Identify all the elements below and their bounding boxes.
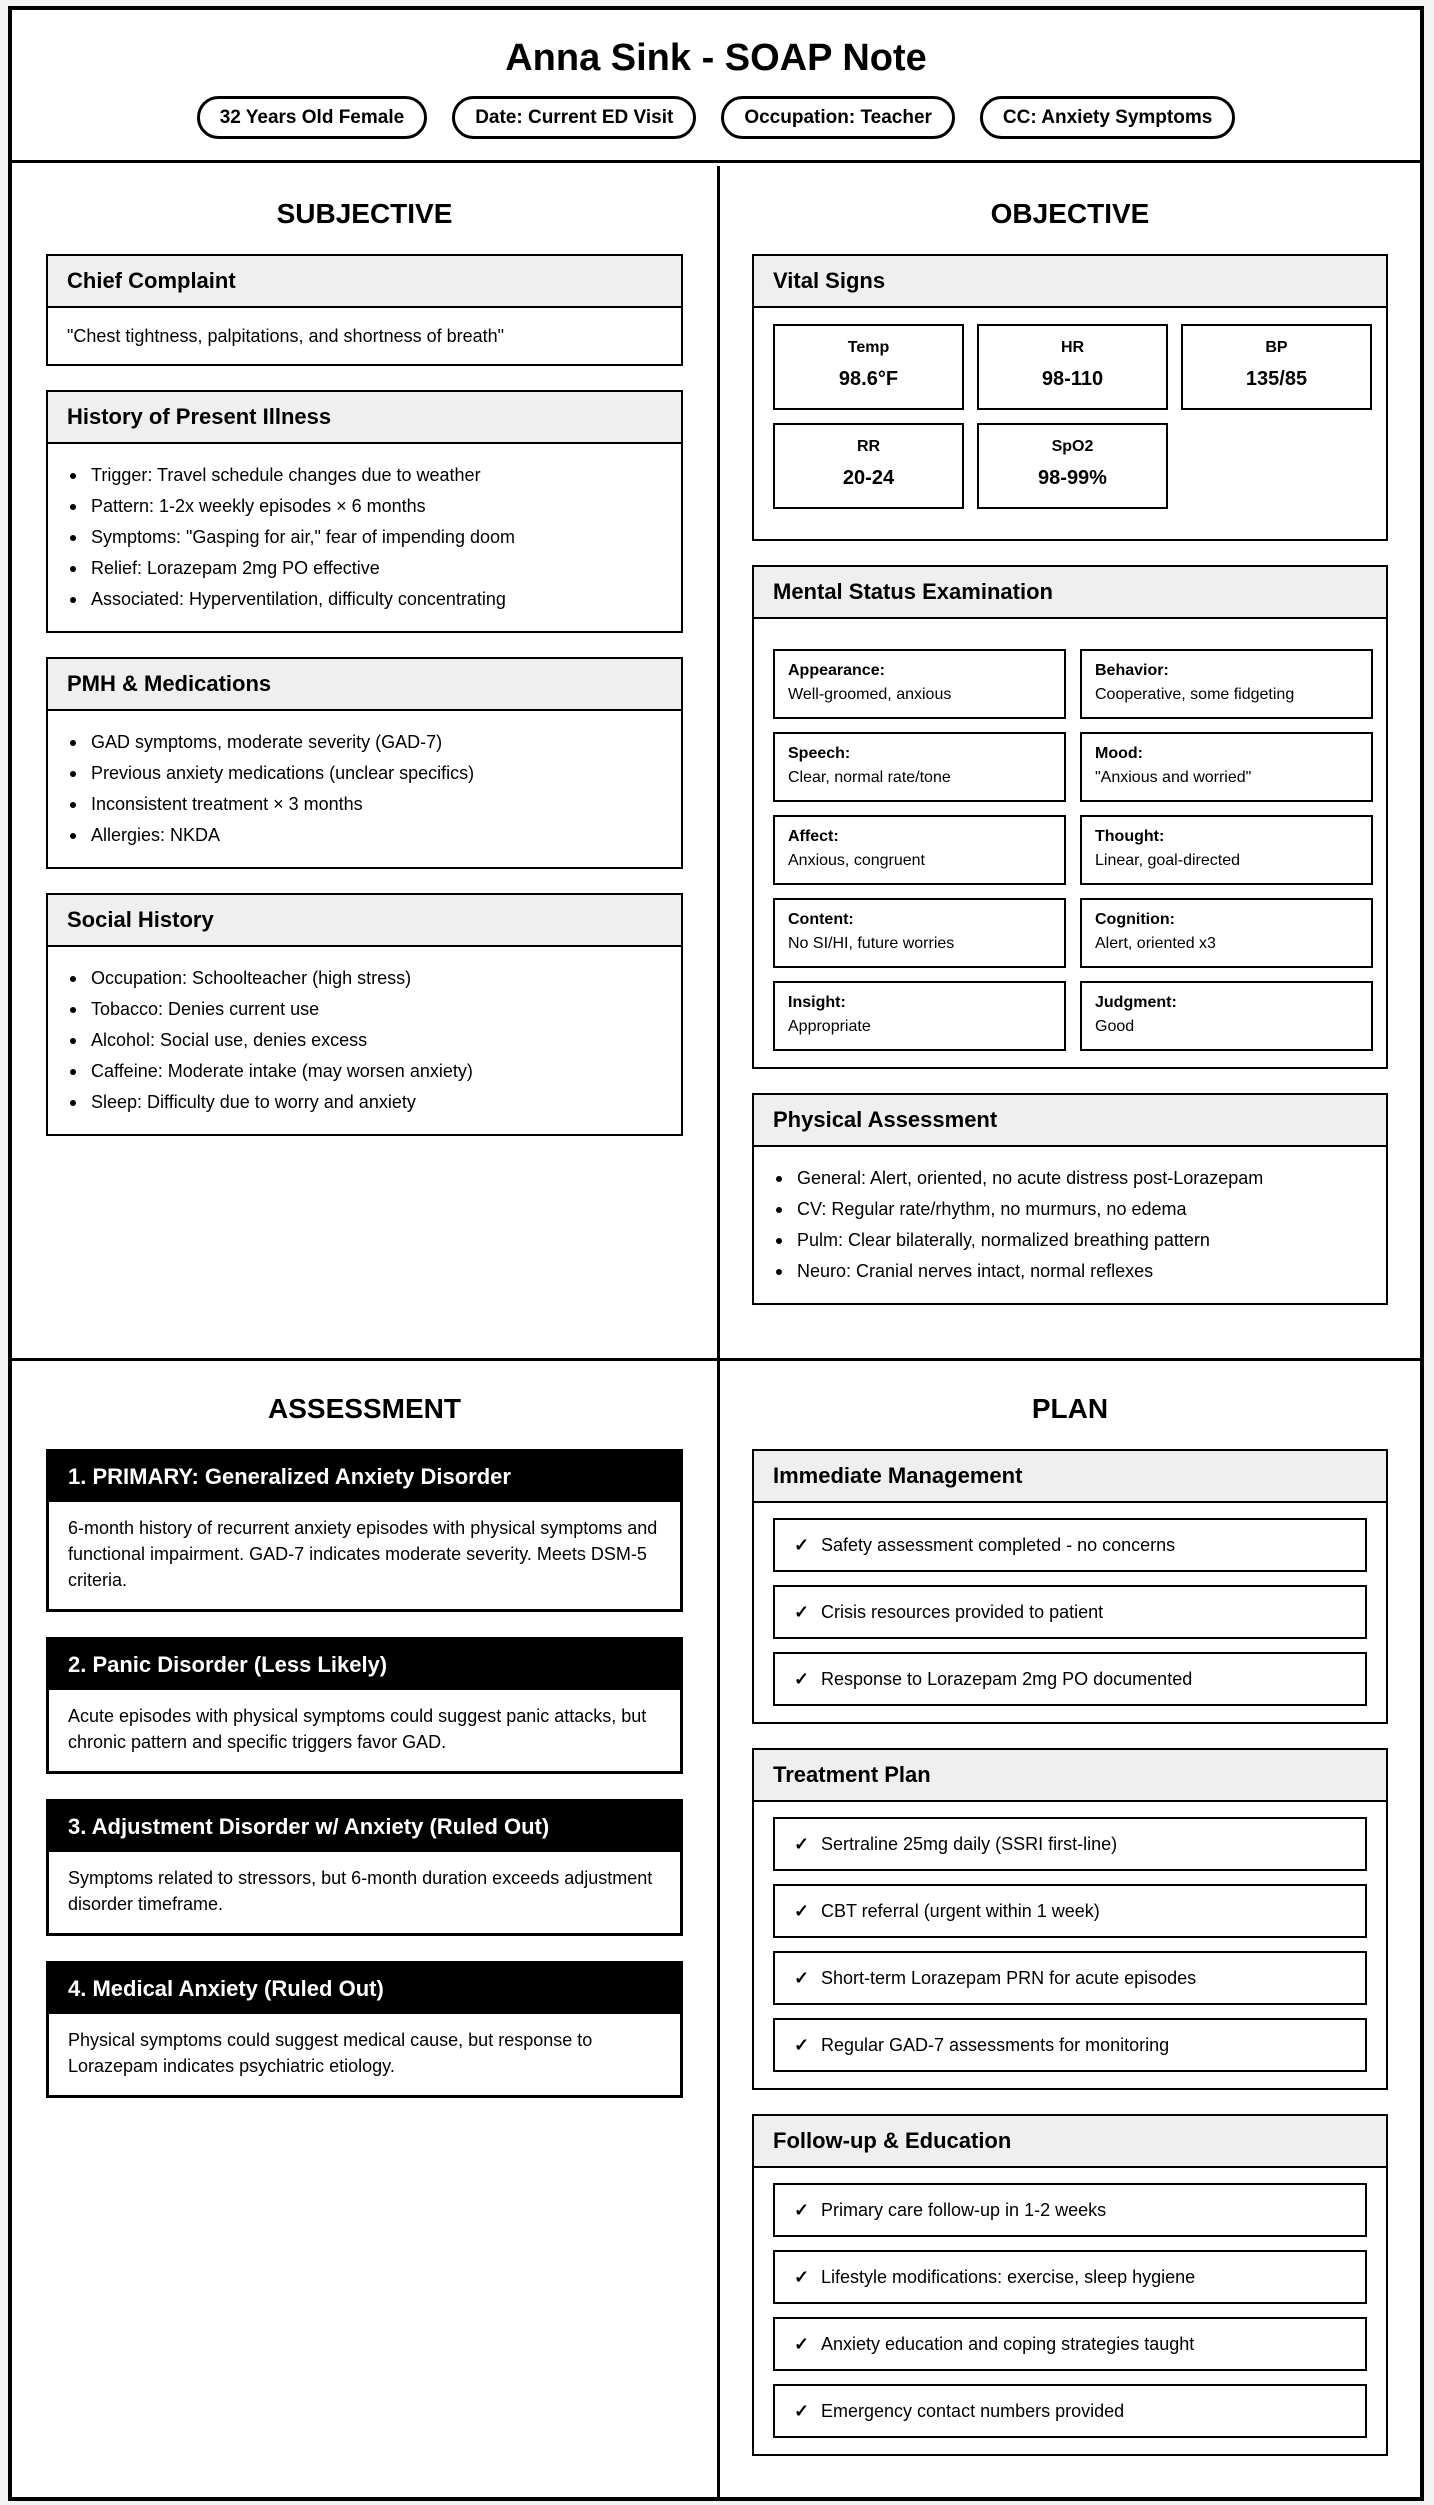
- check-icon: ✓: [794, 2266, 810, 2287]
- assessment-heading: ASSESSMENT: [268, 1393, 461, 1424]
- check-icon: ✓: [794, 2199, 810, 2220]
- mse-label: Insight:: [788, 994, 846, 1011]
- mse-value: Well-groomed, anxious: [788, 686, 952, 703]
- card-title: Treatment Plan: [754, 1750, 1386, 1802]
- mse-value: Appropriate: [788, 1018, 871, 1035]
- checklist-text: Response to Lorazepam 2mg PO documented: [821, 1668, 1193, 1689]
- physical-assessment-card: [752, 1093, 1388, 1305]
- diagnosis-card: [46, 1637, 683, 1774]
- occupation-badge: Occupation: Teacher: [721, 96, 955, 139]
- card-title: Vital Signs: [754, 256, 1386, 308]
- hpi-card: [46, 390, 683, 633]
- diagnosis-text: Acute episodes with physical symptoms could suggest panic attacks, but chronic pattern and specific triggers favor GAD.: [68, 1706, 647, 1752]
- mse-label: Mood:: [1095, 745, 1143, 762]
- checklist-text: Short-term Lorazepam PRN for acute episodes: [821, 1967, 1197, 1988]
- diagnosis-card: [46, 1961, 683, 2098]
- card-title: History of Present Illness: [48, 392, 681, 444]
- plan-section: [720, 1361, 1420, 2497]
- list-item: Pulm: Clear bilaterally, normalized breathing pattern: [773, 1225, 1367, 1256]
- check-icon: ✓: [794, 1967, 810, 1988]
- card-title: Physical Assessment: [754, 1095, 1386, 1147]
- list-item: Inconsistent treatment × 3 months: [67, 789, 662, 820]
- mse-label: Cognition:: [1095, 911, 1175, 928]
- check-icon: ✓: [794, 2333, 810, 2354]
- vital-value: 98.6°F: [838, 368, 899, 390]
- mse-value: Alert, oriented x3: [1095, 935, 1216, 952]
- vital-label: SpO2: [1051, 438, 1094, 455]
- checklist-item: [773, 1884, 1367, 1938]
- vital-bp: [1181, 324, 1372, 410]
- social-history-card: [46, 893, 683, 1136]
- page-title: Anna Sink - SOAP Note: [505, 37, 927, 79]
- list-item: Neuro: Cranial nerves intact, normal reflexes: [773, 1256, 1367, 1287]
- mse-appearance: [773, 649, 1066, 719]
- vital-label: RR: [856, 438, 881, 455]
- mse-mood: [1080, 732, 1373, 802]
- vital-spo2: [977, 423, 1168, 509]
- mse-speech: [773, 732, 1066, 802]
- vital-label: Temp: [847, 339, 890, 356]
- vital-rr: [773, 423, 964, 509]
- list-item: Trigger: Travel schedule changes due to weather: [67, 460, 662, 491]
- mse-value: Good: [1095, 1018, 1135, 1035]
- soap-grid: [12, 166, 1420, 2497]
- objective-heading: OBJECTIVE: [990, 198, 1150, 229]
- mse-value: "Anxious and worried": [1095, 769, 1252, 786]
- vital-value: 20-24: [842, 467, 895, 489]
- list-item: Caffeine: Moderate intake (may worsen anxiety): [67, 1056, 662, 1087]
- vital-value: 98-99%: [1038, 467, 1107, 489]
- mse-label: Appearance:: [788, 662, 885, 679]
- mse-label: Thought:: [1095, 828, 1165, 845]
- diagnosis-text: Physical symptoms could suggest medical cause, but response to Lorazepam indicates psychiatric etiology.: [68, 2030, 593, 2076]
- vital-label: HR: [1060, 339, 1085, 356]
- vital-hr: [977, 324, 1168, 410]
- list-item: Tobacco: Denies current use: [67, 994, 662, 1025]
- checklist-text: Crisis resources provided to patient: [821, 1601, 1104, 1622]
- vital-label: BP: [1265, 339, 1288, 356]
- mse-affect: [773, 815, 1066, 885]
- chief-complaint-card: [46, 254, 683, 366]
- mse-value: Cooperative, some fidgeting: [1095, 686, 1295, 703]
- check-icon: ✓: [794, 1833, 810, 1854]
- mse-value: Clear, normal rate/tone: [788, 769, 951, 786]
- checklist-item: [773, 2250, 1367, 2304]
- list-item: Associated: Hyperventilation, difficulty concentrating: [67, 584, 662, 615]
- vital-temp: [773, 324, 964, 410]
- followup-education-card: [752, 2114, 1388, 2456]
- soap-note-page: [8, 6, 1424, 2501]
- diagnosis-title: 4. Medical Anxiety (Ruled Out): [49, 1964, 680, 2014]
- list-item: GAD symptoms, moderate severity (GAD-7): [67, 727, 662, 758]
- checklist-item: [773, 2183, 1367, 2237]
- checklist-text: Sertraline 25mg daily (SSRI first-line): [821, 1833, 1118, 1854]
- diagnosis-title: 3. Adjustment Disorder w/ Anxiety (Ruled Out): [49, 1802, 680, 1852]
- mse-behavior: [1080, 649, 1373, 719]
- mse-content: [773, 898, 1066, 968]
- pmh-card: [46, 657, 683, 869]
- card-title: Chief Complaint: [48, 256, 681, 308]
- checklist-item: [773, 1518, 1367, 1572]
- checklist-text: Anxiety education and coping strategies taught: [821, 2333, 1195, 2354]
- immediate-management-card: [752, 1449, 1388, 1724]
- checklist-text: Lifestyle modifications: exercise, sleep hygiene: [821, 2266, 1196, 2287]
- checklist-item: [773, 1585, 1367, 1639]
- mse-label: Content:: [788, 911, 854, 928]
- date-badge: Date: Current ED Visit: [452, 96, 696, 139]
- mse-thought: [1080, 815, 1373, 885]
- mse-value: No SI/HI, future worries: [788, 935, 955, 952]
- mse-label: Judgment:: [1095, 994, 1177, 1011]
- treatment-plan-card: [752, 1748, 1388, 2090]
- list-item: Pattern: 1-2x weekly episodes × 6 months: [67, 491, 662, 522]
- chief-complaint-badge: CC: Anxiety Symptoms: [980, 96, 1235, 139]
- checklist-item: [773, 2018, 1367, 2072]
- age-sex-badge: 32 Years Old Female: [197, 96, 428, 139]
- diagnosis-text: 6-month history of recurrent anxiety episodes with physical symptoms and functional impairment. GAD-7 indicates moderate severity. Meets DSM-5 criteria.: [68, 1518, 658, 1590]
- vital-value: 135/85: [1245, 368, 1308, 390]
- checklist-item: [773, 1951, 1367, 2005]
- check-icon: ✓: [794, 1601, 810, 1622]
- card-title: Follow-up & Education: [754, 2116, 1386, 2168]
- check-icon: ✓: [794, 1900, 810, 1921]
- list-item: Sleep: Difficulty due to worry and anxiety: [67, 1087, 662, 1118]
- checklist-text: Safety assessment completed - no concerns: [821, 1534, 1176, 1555]
- note-header: [12, 10, 1420, 163]
- diagnosis-title: 1. PRIMARY: Generalized Anxiety Disorder: [49, 1452, 680, 1502]
- check-icon: ✓: [794, 2400, 810, 2421]
- diagnosis-card: [46, 1799, 683, 1936]
- mse-cognition: [1080, 898, 1373, 968]
- diagnosis-text: Symptoms related to stressors, but 6-month duration exceeds adjustment disorder timeframe.: [68, 1868, 653, 1914]
- checklist-text: Emergency contact numbers provided: [821, 2400, 1125, 2421]
- subjective-section: [12, 166, 717, 1358]
- list-item: Previous anxiety medications (unclear specifics): [67, 758, 662, 789]
- list-item: Occupation: Schoolteacher (high stress): [67, 963, 662, 994]
- vital-signs-card: [752, 254, 1388, 541]
- card-title: Mental Status Examination: [754, 567, 1386, 619]
- list-item: Symptoms: "Gasping for air," fear of impending doom: [67, 522, 662, 553]
- mse-value: Anxious, congruent: [788, 852, 925, 869]
- mental-status-card: [752, 565, 1388, 1069]
- checklist-item: [773, 1817, 1367, 1871]
- check-icon: ✓: [794, 2034, 810, 2055]
- list-item: CV: Regular rate/rhythm, no murmurs, no edema: [773, 1194, 1367, 1225]
- check-icon: ✓: [794, 1534, 810, 1555]
- vital-value: 98-110: [1041, 368, 1104, 390]
- mse-label: Behavior:: [1095, 662, 1169, 679]
- list-item: Relief: Lorazepam 2mg PO effective: [67, 553, 662, 584]
- mse-label: Affect:: [788, 828, 839, 845]
- subjective-heading: SUBJECTIVE: [276, 198, 453, 229]
- mse-value: Linear, goal-directed: [1095, 852, 1240, 869]
- card-title: Social History: [48, 895, 681, 947]
- plan-heading: PLAN: [1031, 1393, 1109, 1424]
- list-item: General: Alert, oriented, no acute distress post-Lorazepam: [773, 1163, 1367, 1194]
- mse-insight: [773, 981, 1066, 1051]
- checklist-item: [773, 2384, 1367, 2438]
- diagnosis-title: 2. Panic Disorder (Less Likely): [49, 1640, 680, 1690]
- mse-judgment: [1080, 981, 1373, 1051]
- checklist-text: CBT referral (urgent within 1 week): [821, 1900, 1100, 1921]
- objective-section: [720, 166, 1420, 1358]
- diagnosis-card: [46, 1449, 683, 1612]
- chief-complaint-text: "Chest tightness, palpitations, and shortness of breath": [67, 326, 505, 346]
- list-item: Allergies: NKDA: [67, 820, 662, 851]
- card-title: Immediate Management: [754, 1451, 1386, 1503]
- checklist-text: Primary care follow-up in 1-2 weeks: [821, 2199, 1107, 2220]
- checklist-text: Regular GAD-7 assessments for monitoring: [821, 2034, 1170, 2055]
- checklist-item: [773, 1652, 1367, 1706]
- patient-badges: [12, 96, 1420, 139]
- checklist-item: [773, 2317, 1367, 2371]
- check-icon: ✓: [794, 1668, 810, 1689]
- mse-label: Speech:: [788, 745, 851, 762]
- card-title: PMH & Medications: [48, 659, 681, 711]
- list-item: Alcohol: Social use, denies excess: [67, 1025, 662, 1056]
- assessment-section: [12, 1361, 717, 2497]
